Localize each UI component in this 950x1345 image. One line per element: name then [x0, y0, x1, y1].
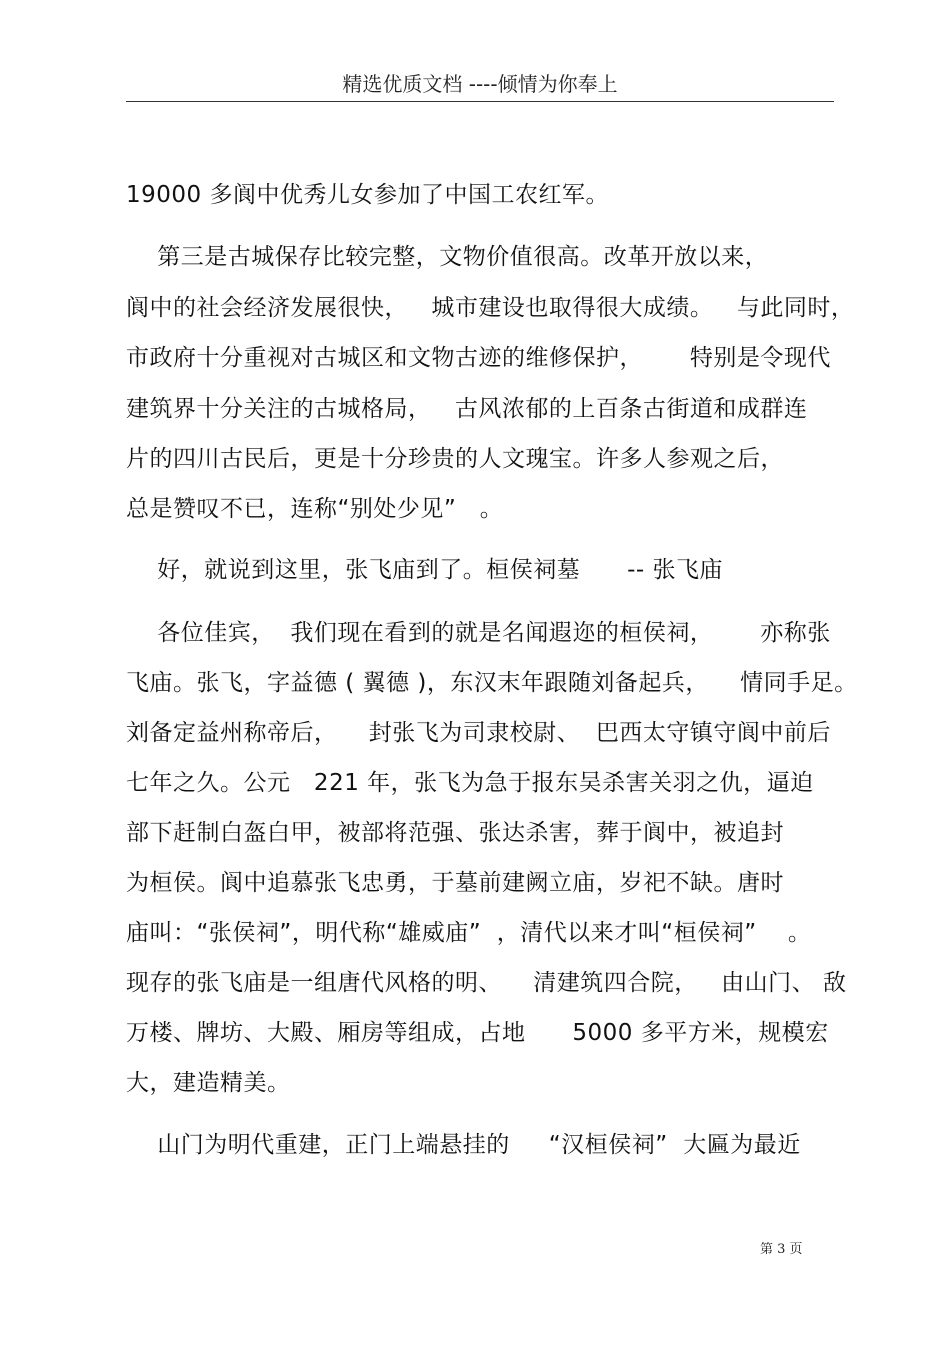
text-line: 第三是古城保存比较完整，文物价值很高。改革开放以来， — [126, 244, 769, 270]
text-line: 山门为明代重建，正门上端悬挂的 “汉桓侯祠” 大匾为最近 — [126, 1132, 801, 1158]
text-line: 刘备定益州称帝后， 封张飞为司隶校尉、 巴西太守镇守阆中前后 — [126, 720, 831, 746]
text-line: 阆中的社会经济发展很快， 城市建设也取得很大成绩。 与此同时， — [126, 295, 855, 321]
text-line: 万楼、牌坊、大殿、厢房等组成，占地 5000 多平方米，规模宏 — [126, 1020, 829, 1046]
text-line: 飞庙。张飞，字益德 ( 翼德 )，东汉末年跟随刘备起兵， 情同手足。 — [126, 670, 858, 696]
text-line: 部下赶制白盔白甲，被部将范强、张达杀害，葬于阆中，被追封 — [126, 820, 784, 846]
text-line: 片的四川古民后，更是十分珍贵的人文瑰宝。许多人参观之后， — [126, 446, 784, 472]
text-line: 好，就说到这里，张飞庙到了。桓侯祠墓 -- 张飞庙 — [126, 557, 724, 583]
page-number: 第 3 页 — [760, 1242, 803, 1257]
text-line: 19000 多阆中优秀儿女参加了中国工农红军。 — [126, 182, 609, 208]
text-line: 市政府十分重视对古城区和文物古迹的维修保护， 特别是令现代 — [126, 345, 831, 371]
text-line: 庙叫：“张侯祠”，明代称“雄威庙” ，清代以来才叫“桓侯祠” 。 — [126, 920, 812, 946]
text-line: 总是赞叹不已，连称“别处少见” 。 — [126, 496, 504, 522]
text-line: 为桓侯。阆中追慕张飞忠勇，于墓前建阙立庙，岁祀不缺。唐时 — [126, 870, 784, 896]
text-line: 七年之久。公元 221 年，张飞为急于报东吴杀害关羽之仇，逼迫 — [126, 770, 814, 796]
text-line: 现存的张飞庙是一组唐代风格的明、 清建筑四合院， 由山门、 敌 — [126, 970, 847, 996]
text-line: 各位佳宾， 我们现在看到的就是名闻遐迩的桓侯祠， 亦称张 — [126, 620, 831, 646]
header-title: 精选优质文档 ----倾情为你奉上 — [342, 72, 618, 96]
text-line: 建筑界十分关注的古城格局， 古风浓郁的上百条古街道和成群连 — [126, 396, 808, 422]
header-rule — [126, 101, 834, 102]
text-line: 大，建造精美。 — [126, 1070, 291, 1096]
